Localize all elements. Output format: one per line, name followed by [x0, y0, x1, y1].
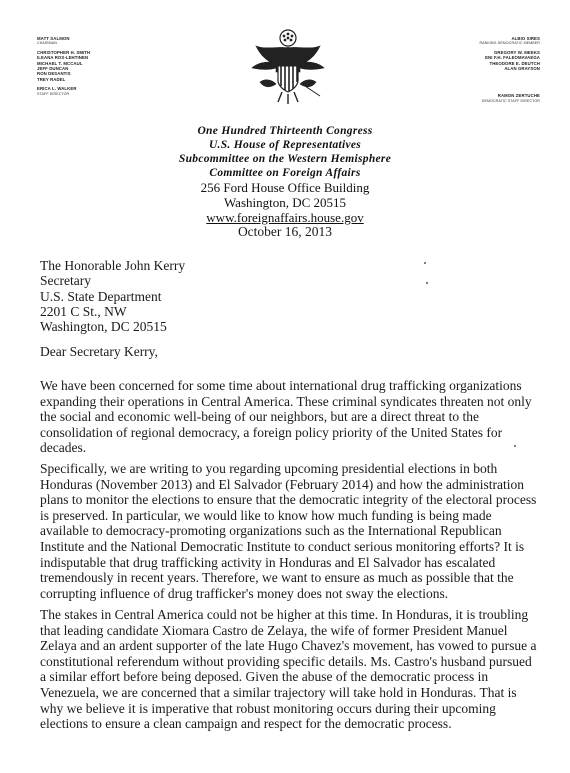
website-link[interactable]: www.foreignaffairs.house.gov	[206, 210, 364, 225]
office-city: Washington, DC 20515	[223, 195, 347, 210]
body-paragraph-1: We have been concerned for some time about international drug trafficking organizations expanding their operations in Central America. These criminal syndicates threaten not only the social and economic well-being of our neighbors, but are a direct threat to the consolidation of regional democracy, a foreign policy priority of the United States for decades.	[40, 378, 532, 456]
recipient-department: U.S. State Department	[40, 288, 162, 304]
scan-speck	[424, 262, 426, 264]
democratic-member-roster	[410, 36, 540, 103]
letterhead	[150, 124, 420, 225]
house-line: U.S. House of Representatives	[208, 139, 362, 151]
roster-name: THEODORE E. DEUTCH	[489, 60, 540, 66]
roster-chair-title: CHAIRMAN	[37, 41, 57, 46]
scan-speck	[426, 282, 428, 284]
roster-name: ILEANA ROS-LEHTINEN	[37, 55, 89, 61]
roster-name: JEFF DUNCAN	[37, 66, 69, 72]
office-address: 256 Ford House Office Building	[200, 180, 370, 195]
republican-member-roster	[37, 36, 147, 96]
roster-name: ENI F.H. FALEOMAVAEGA	[485, 55, 540, 61]
recipient-street: 2201 C St., NW	[40, 303, 127, 319]
roster-name: MICHAEL T. MCCAUL	[37, 60, 83, 66]
committee-line: Committee on Foreign Affairs	[209, 167, 361, 179]
roster-name: CHRISTOPHER H. SMITH	[37, 49, 91, 55]
democratic-staff-director-name: RAMON ZERTUCHE	[497, 93, 540, 99]
congress-line: One Hundred Thirteenth Congress	[197, 125, 373, 137]
recipient-city: Washington, DC 20515	[40, 319, 167, 335]
great-seal-eagle-icon	[248, 26, 328, 114]
roster-name: ALAN GRAYSON	[504, 66, 540, 72]
body-paragraph-3: The stakes in Central America could not be higher at this time. In Honduras, it is troubling that leading candidate Xiomara Castro de Zelaya, the wife of former President Manuel Zelaya and an ardent supporter of the late Hugo Chavez's movement, has vowed to pursue a constitutional referendum without providing specific details. Ms. Castro's husband pursued a similar effort before being deposed. Given the abuse of the democratic process in Venezuela, we are concerned that a similar trajectory will take hold in Honduras. That is why we believe it is imperative that robust monitoring occurs during their upcoming elections to ensure a clean campaign and respect for the democratic process.	[40, 607, 537, 732]
subcommittee-line: Subcommittee on the Western Hemisphere	[178, 153, 392, 165]
staff-director-name: ERICA L. WALKER	[37, 86, 77, 92]
roster-name: TREY RADEL	[37, 76, 66, 82]
roster-name: GREGORY W. MEEKS	[493, 49, 540, 55]
roster-name: ALBIO SIRES	[511, 36, 540, 41]
recipient-address-block	[40, 258, 185, 334]
recipient-name: The Honorable John Kerry	[40, 258, 186, 273]
democratic-staff-director-title: DEMOCRATIC STAFF DIRECTOR	[481, 98, 540, 103]
recipient-title: Secretary	[40, 273, 91, 289]
salutation: Dear Secretary Kerry,	[40, 344, 158, 359]
letter-date: October 16, 2013	[237, 224, 333, 239]
roster-name: MATT SALMON	[37, 36, 70, 41]
scan-speck	[514, 445, 516, 447]
roster-name: RON DESANTIS	[37, 71, 71, 77]
staff-director-title: STAFF DIRECTOR	[37, 91, 70, 96]
roster-ranking-title: RANKING DEMOCRATIC MEMBER	[479, 41, 540, 46]
body-paragraph-2: Specifically, we are writing to you regarding upcoming presidential elections in both Honduras (November 2013) and El Salvador (February 2014) and how the administration plans to monitor the elections to ensure that the democratic integrity of the electoral process is preserved. In particular, we would like to know how much funding is being made available to democracy-promoting organizations such as the International Republican Institute and the National Democratic Institute to conduct serious monitoring efforts? It is indisputable that drug trafficking activity in Honduras and El Salvador has escalated tremendously in recent years. Therefore, we want to ensure as much as possible that the corrupting influence of drug trafficker's money does not sway the elections.	[40, 461, 537, 601]
